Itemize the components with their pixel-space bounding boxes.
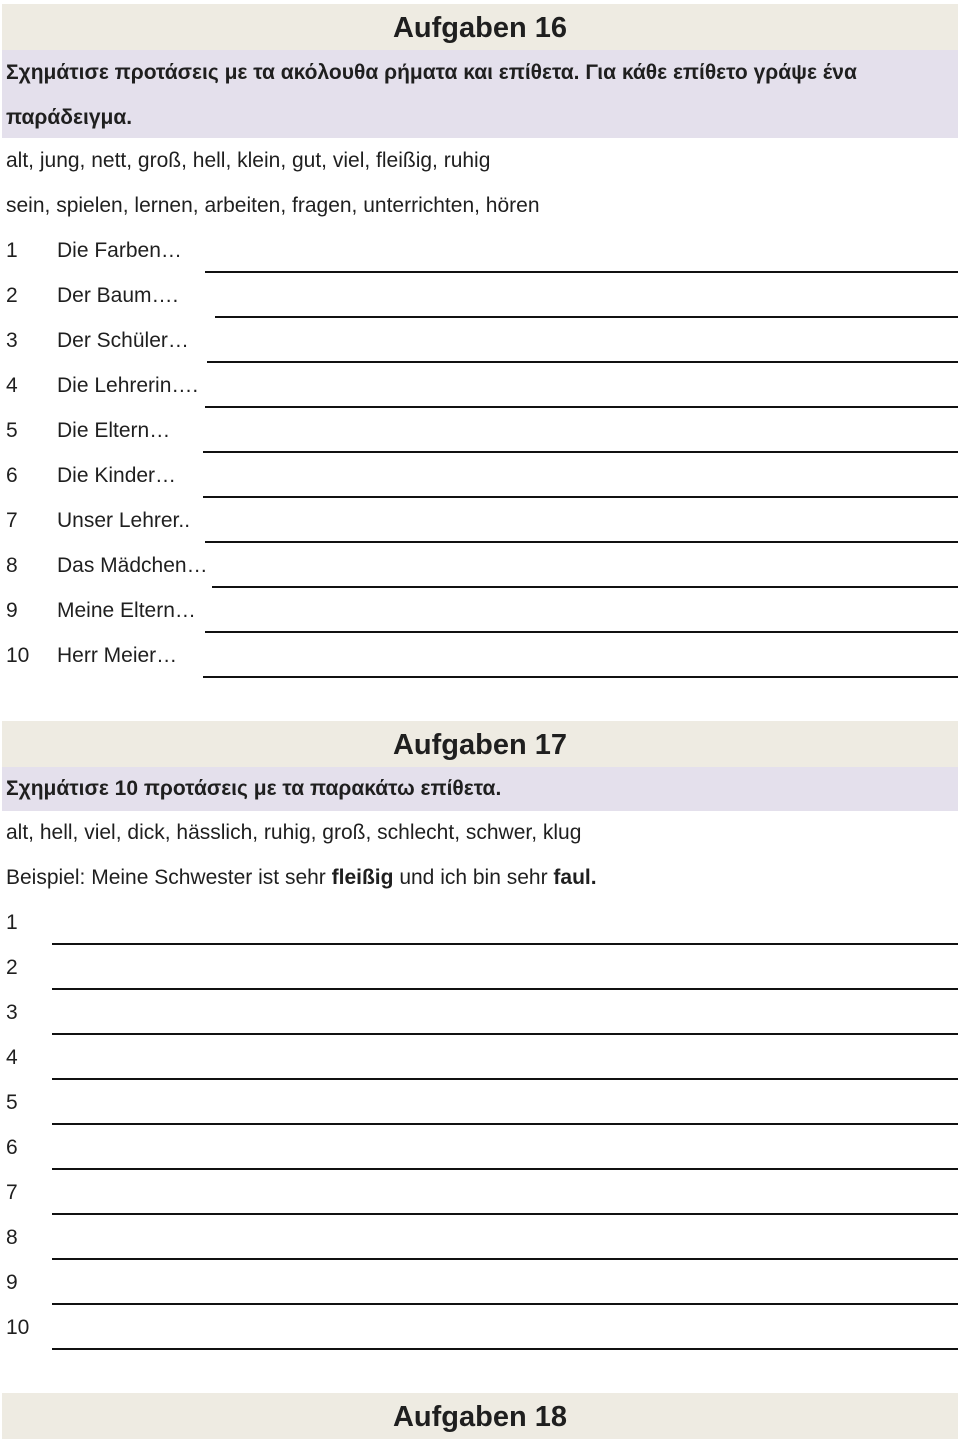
task17-item-number: 6	[6, 1136, 18, 1159]
task16-answer-line[interactable]	[203, 676, 958, 678]
task17-answer-line[interactable]	[52, 1258, 958, 1260]
task16-adjectives: alt, jung, nett, groß, hell, klein, gut, viel, fleißig, ruhig	[6, 149, 491, 172]
task18-heading: Aufgaben 18	[2, 1393, 958, 1439]
task16-item-sentence-start: Die Farben…	[57, 239, 182, 262]
task16-item-sentence-start: Herr Meier…	[57, 644, 178, 667]
task16-item-number: 9	[6, 599, 18, 622]
task16-answer-line[interactable]	[203, 451, 958, 453]
task16-item-number: 6	[6, 464, 18, 487]
task16-item-number: 2	[6, 284, 18, 307]
task17-item-number: 7	[6, 1181, 18, 1204]
task16-answer-line[interactable]	[215, 316, 958, 318]
example-bold-word-1: fleißig	[331, 866, 394, 889]
task16-item-number: 7	[6, 509, 18, 532]
task17-answer-line[interactable]	[52, 1348, 958, 1350]
task17-answer-line[interactable]	[52, 1303, 958, 1305]
task16-item-sentence-start: Meine Eltern…	[57, 599, 196, 622]
task16-item-sentence-start: Unser Lehrer..	[57, 509, 191, 532]
task17-adjectives: alt, hell, viel, dick, hässlich, ruhig, groß, schlecht, schwer, klug	[6, 821, 582, 844]
task16-instruction: Σχημάτισε προτάσεις με τα ακόλουθα ρήματα και επίθετα. Για κάθε επίθετο γράψε ένα παράδειγμα.	[2, 50, 958, 138]
task17-answer-line[interactable]	[52, 1213, 958, 1215]
task16-item-number: 10	[6, 644, 30, 667]
task17-answer-line[interactable]	[52, 1033, 958, 1035]
task16-answer-line[interactable]	[212, 586, 958, 588]
task17-heading: Aufgaben 17	[2, 721, 958, 767]
task17-item-number: 9	[6, 1271, 18, 1294]
task17-item-number: 8	[6, 1226, 18, 1249]
task16-answer-line[interactable]	[205, 406, 958, 408]
task16-item-sentence-start: Das Mädchen…	[57, 554, 208, 577]
task16-answer-line[interactable]	[205, 631, 958, 633]
task16-answer-line[interactable]	[205, 541, 958, 543]
task16-answer-line[interactable]	[205, 271, 958, 273]
task17-item-number: 1	[6, 911, 18, 934]
task17-item-number: 10	[6, 1316, 30, 1339]
task16-answer-line[interactable]	[203, 496, 958, 498]
task16-item-sentence-start: Die Eltern…	[57, 419, 171, 442]
task17-item-number: 2	[6, 956, 18, 979]
task16-item-number: 8	[6, 554, 18, 577]
task17-item-number: 5	[6, 1091, 18, 1114]
task17-answer-line[interactable]	[52, 1123, 958, 1125]
task16-item-sentence-start: Der Schüler…	[57, 329, 189, 352]
task16-item-number: 4	[6, 374, 18, 397]
task17-answer-line[interactable]	[52, 943, 958, 945]
task16-item-number: 5	[6, 419, 18, 442]
task17-answer-line[interactable]	[52, 1078, 958, 1080]
example-middle: und ich bin sehr	[393, 866, 554, 889]
task17-example	[6, 865, 597, 891]
task17-answer-line[interactable]	[52, 988, 958, 990]
example-bold-word-2: faul.	[553, 866, 597, 889]
task16-item-sentence-start: Der Baum….	[57, 284, 179, 307]
task17-answer-line[interactable]	[52, 1168, 958, 1170]
task16-verbs: sein, spielen, lernen, arbeiten, fragen, unterrichten, hören	[6, 194, 540, 217]
example-prefix: Beispiel: Meine Schwester ist sehr	[6, 866, 332, 889]
task17-item-number: 3	[6, 1001, 18, 1024]
task17-item-number: 4	[6, 1046, 18, 1069]
task16-heading: Aufgaben 16	[2, 4, 958, 50]
task16-item-sentence-start: Die Kinder…	[57, 464, 177, 487]
task16-item-number: 1	[6, 239, 18, 262]
task16-item-number: 3	[6, 329, 18, 352]
task16-item-sentence-start: Die Lehrerin….	[57, 374, 199, 397]
task17-instruction: Σχημάτισε 10 προτάσεις με τα παρακάτω επίθετα.	[2, 767, 958, 811]
task16-answer-line[interactable]	[207, 361, 958, 363]
